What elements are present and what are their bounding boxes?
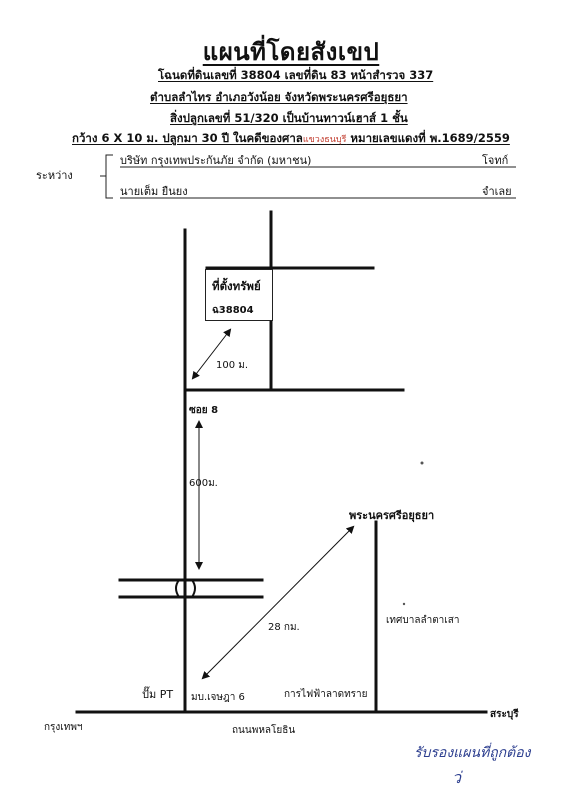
location-info-line: ตำบลลำไทร อำเภอวังน้อย จังหวัดพระนครศรีอยุธยา <box>150 90 408 104</box>
bridge-shape <box>192 580 195 597</box>
bangkok-label: กรุงเทพฯ <box>44 722 83 733</box>
municipality-label: เทศบาลลำตาเสา <box>386 615 460 626</box>
between-label: ระหว่าง <box>36 169 73 182</box>
distance-28km-arrow <box>203 527 353 678</box>
ink-dot <box>421 462 424 465</box>
court-stamp: แขวงธนบุรี <box>302 135 347 145</box>
distance-100-label: 100 ม. <box>216 360 249 371</box>
plaintiff-role: โจทก์ <box>482 154 509 167</box>
highway-label: ถนนพหลโยธิน <box>232 725 296 736</box>
parties-brace <box>106 155 113 198</box>
case-number: หมายเลขแดงที่ พ.1689/2559 <box>346 131 510 145</box>
signature-initial: ว่ <box>452 768 461 787</box>
defendant-role: จำเลย <box>482 185 512 198</box>
deed-info-line: โฉนดที่ดินเลขที่ 38804 เลขที่ดิน 83 หน้าสำรวจ 337 <box>158 68 434 82</box>
gas-station-label: ปั๊ม PT <box>142 688 174 701</box>
defendant-name: นายเต็ม ยืนยง <box>120 185 188 198</box>
property-deed-number: ฉ38804 <box>212 305 254 316</box>
distance-600-label: 600ม. <box>189 478 218 489</box>
ink-dot-2 <box>403 603 405 605</box>
soi-8-label: ซอย 8 <box>189 405 219 416</box>
bridge-shape-left <box>176 580 179 597</box>
saraburi-label: สระบุรี <box>490 709 519 720</box>
certification-signature: รับรองแผนที่ถูกต้อง <box>414 745 531 761</box>
property-label: ที่ตั้งทรัพย์ <box>212 279 261 293</box>
property-box <box>205 269 273 321</box>
building-info-line: สิ่งปลูกเลขที่ 51/320 เป็นบ้านทาวน์เฮาส์ 1 ชั้น <box>170 111 408 125</box>
ayutthaya-label: พระนครศรีอยุธยา <box>349 509 435 522</box>
school-label: มบ.เจษฎา 6 <box>191 692 245 703</box>
page-title: แผนที่โดยสังเขป <box>202 38 380 66</box>
pea-label: การไฟฟ้าลาดทราย <box>284 689 368 700</box>
plaintiff-name: บริษัท กรุงเทพประกันภัย จำกัด (มหาชน) <box>120 154 312 167</box>
case-info-size: กว้าง 6 X 10 ม. ปลูกมา 30 ปี ในคดีของศาล <box>72 131 303 145</box>
distance-28km-label: 28 กม. <box>268 622 300 633</box>
